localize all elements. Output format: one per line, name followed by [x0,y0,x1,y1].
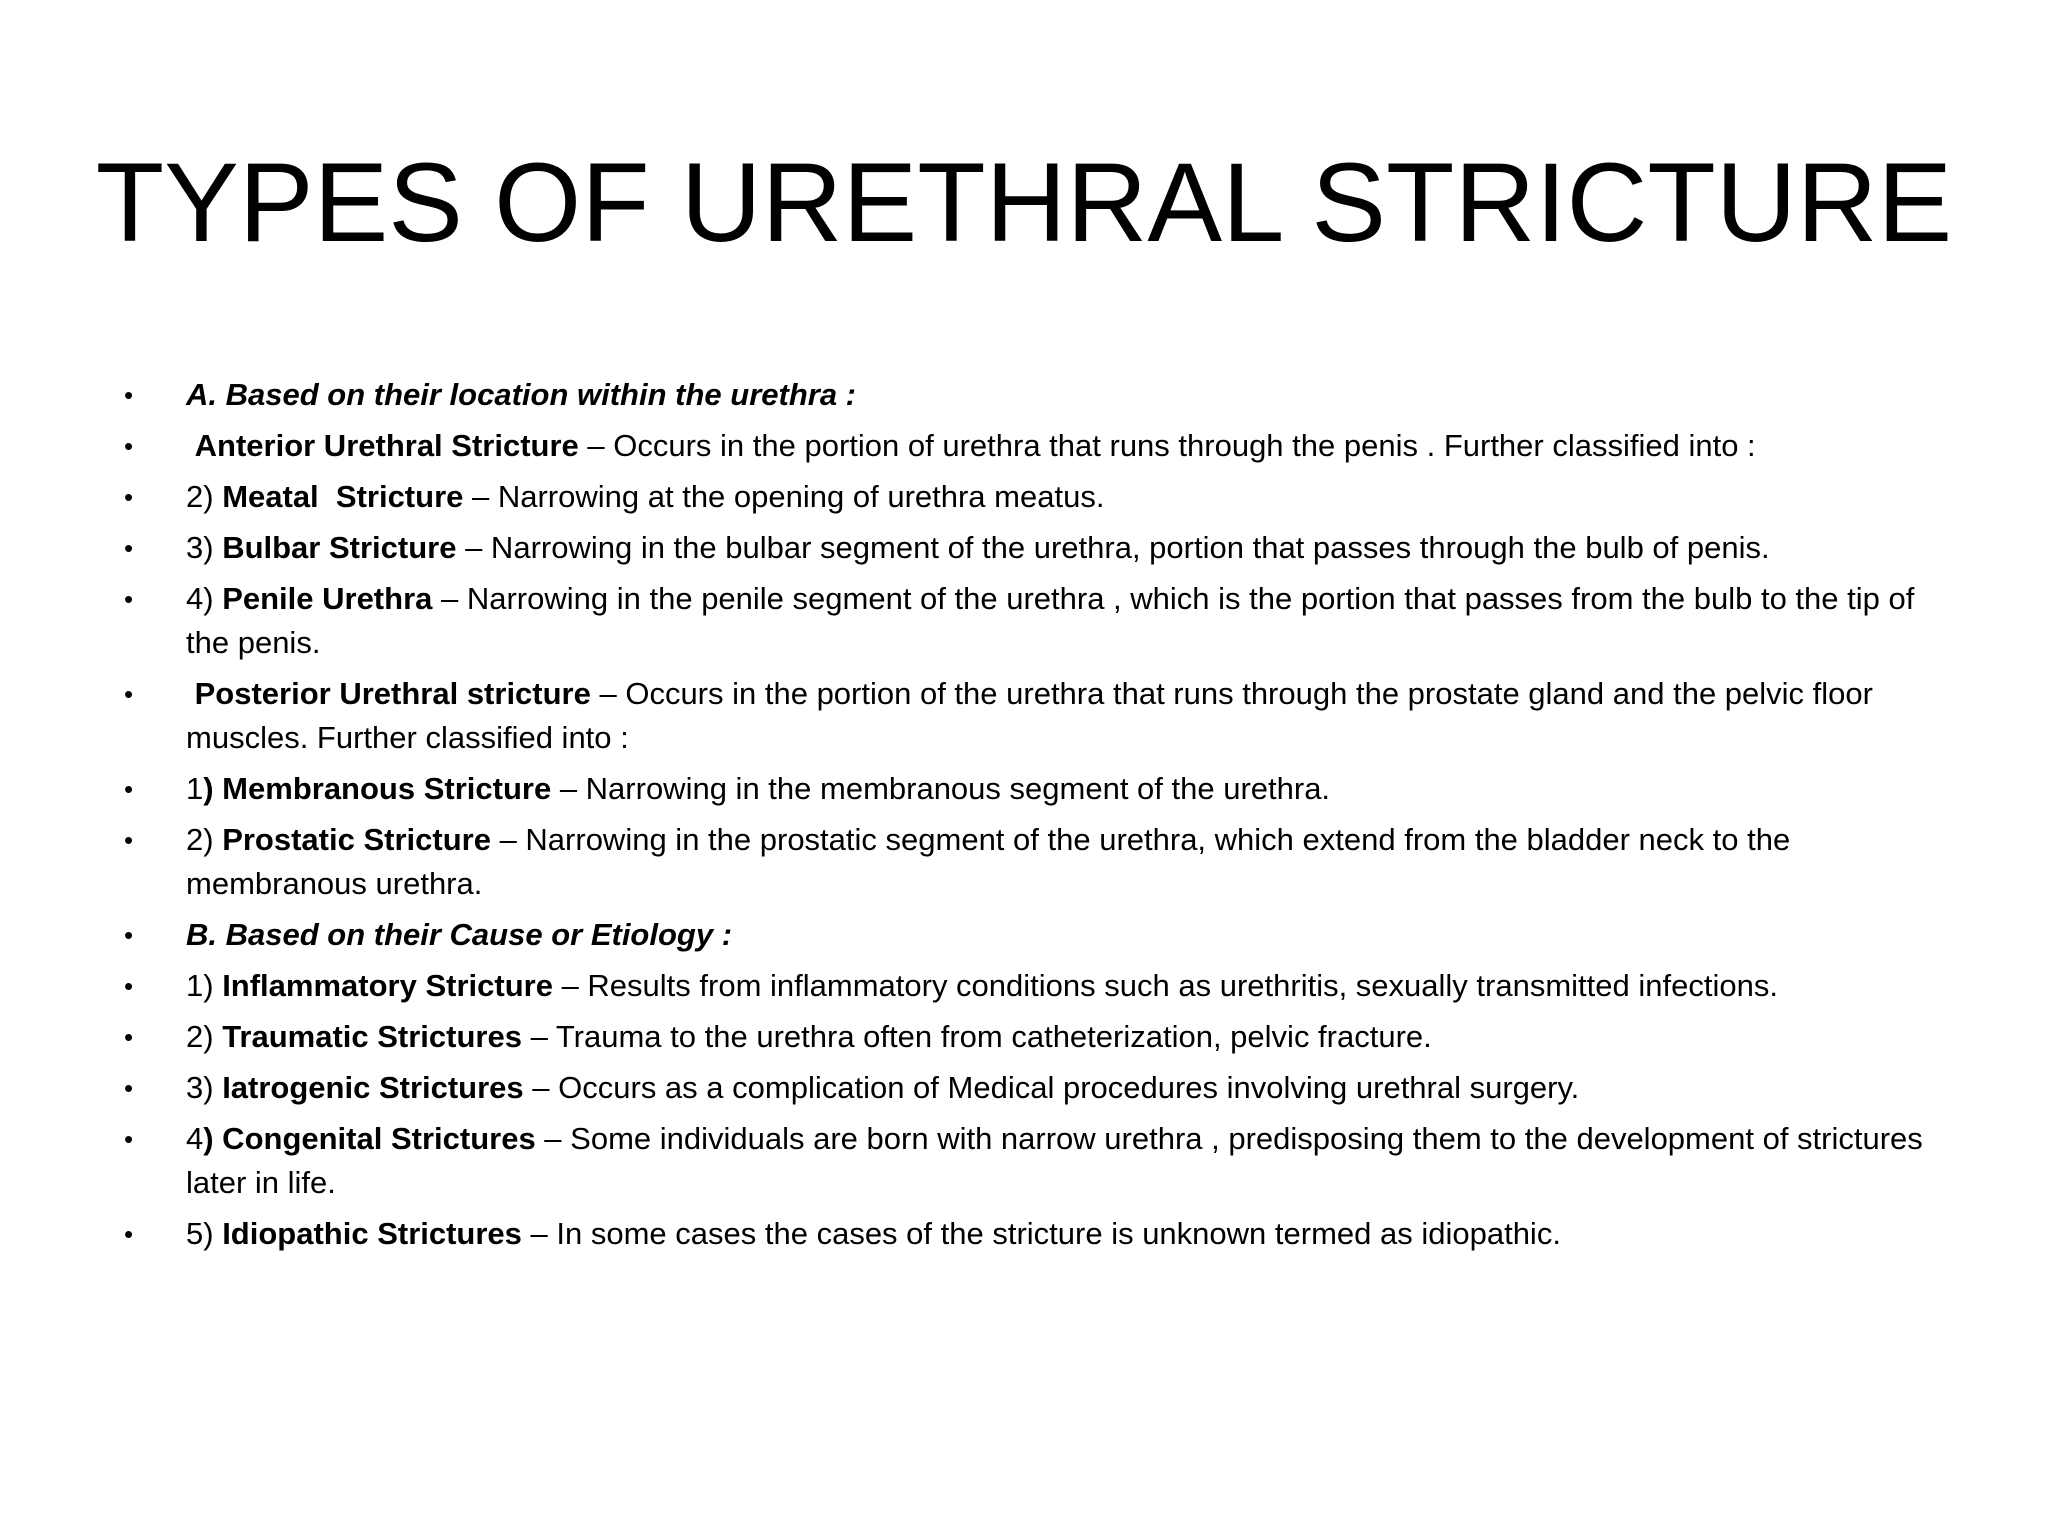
bullet-dot-icon: • [124,1219,134,1249]
bullet-dot-icon: • [124,1073,134,1103]
list-item [118,767,1948,811]
item-term: Iatrogenic Strictures [222,1070,524,1105]
item-body: – In some cases the cases of the stricture is unknown termed as idiopathic. [521,1216,1561,1251]
list-item [118,1066,1948,1110]
bullet-dot-icon: • [124,533,134,563]
item-term: Prostatic Stricture [222,822,491,857]
item-term: Traumatic Strictures [222,1019,522,1054]
list-item [118,818,1948,906]
bullet-dot-icon: • [124,584,134,614]
item-prefix: 2) [186,1019,223,1054]
list-item [118,1212,1948,1256]
item-prefix [186,676,195,711]
list-item [118,424,1948,468]
list-item [118,1015,1948,1059]
bullet-dot-icon: • [124,971,134,1001]
bullet-dot-icon: • [124,482,134,512]
item-body: – Narrowing in the penile segment of the urethra , which is the portion that passes from the bulb to the tip of the penis. [186,581,1915,660]
item-body: – Trauma to the urethra often from catheterization, pelvic fracture. [521,1019,1432,1054]
item-term: Inflammatory Stricture [222,968,553,1003]
bullet-dot-icon: • [124,1022,134,1052]
bullet-dot-icon: • [124,825,134,855]
bullet-dot-icon: • [124,1124,134,1154]
list-item [118,672,1948,760]
item-term: Penile Urethra [222,581,433,616]
item-body: – Some individuals are born with narrow urethra , predisposing them to the development of strictures later in life. [186,1121,1923,1200]
bullet-dot-icon: • [124,431,134,461]
item-term: Anterior Urethral Stricture [194,428,579,463]
item-body: – Narrowing in the membranous segment of the urethra. [551,771,1331,806]
section-heading-location: A. Based on their location within the urethra : [186,377,856,412]
item-term: ) Membranous Stricture [203,771,552,806]
item-body: – Narrowing in the bulbar segment of the urethra, portion that passes through the bulb of penis. [456,530,1770,565]
list-item [118,577,1948,665]
bullet-dot-icon: • [124,774,134,804]
item-prefix: 4 [186,1121,204,1156]
section-heading-etiology: B. Based on their Cause or Etiology : [186,917,733,952]
item-prefix [186,428,195,463]
list-item [118,1117,1948,1205]
item-term: Idiopathic Strictures [222,1216,522,1251]
item-term: ) Congenital Strictures [203,1121,536,1156]
item-term: Meatal Stricture [222,479,464,514]
list-item [118,526,1948,570]
item-prefix: 4) [186,581,223,616]
item-prefix: 1) [186,968,223,1003]
list-item [118,913,1948,957]
item-prefix: 2) [186,822,223,857]
item-body: – Narrowing at the opening of urethra meatus. [463,479,1105,514]
item-prefix: 5) [186,1216,223,1251]
bullet-dot-icon: • [124,380,134,410]
item-term: Bulbar Stricture [222,530,457,565]
bullet-dot-icon: • [124,920,134,950]
bullet-list [118,373,1948,1263]
item-term: Posterior Urethral stricture [194,676,591,711]
item-prefix: 1 [186,771,204,806]
list-item [118,475,1948,519]
item-body: – Narrowing in the prostatic segment of the urethra, which extend from the bladder neck to the membranous urethra. [186,822,1791,901]
list-item [118,373,1948,417]
slide-title: TYPES OF URETHRAL STRICTURE [95,140,1953,265]
item-prefix: 3) [186,530,223,565]
bullet-dot-icon: • [124,679,134,709]
item-prefix: 3) [186,1070,223,1105]
list-item [118,964,1948,1008]
item-body: – Results from inflammatory conditions such as urethritis, sexually transmitted infections. [552,968,1778,1003]
item-prefix: 2) [186,479,223,514]
item-body: – Occurs in the portion of the urethra that runs through the prostate gland and the pelvic floor muscles. Further classified into : [186,676,1873,755]
item-body: – Occurs in the portion of urethra that runs through the penis . Further classified into : [578,428,1756,463]
item-body: – Occurs as a complication of Medical procedures involving urethral surgery. [523,1070,1580,1105]
